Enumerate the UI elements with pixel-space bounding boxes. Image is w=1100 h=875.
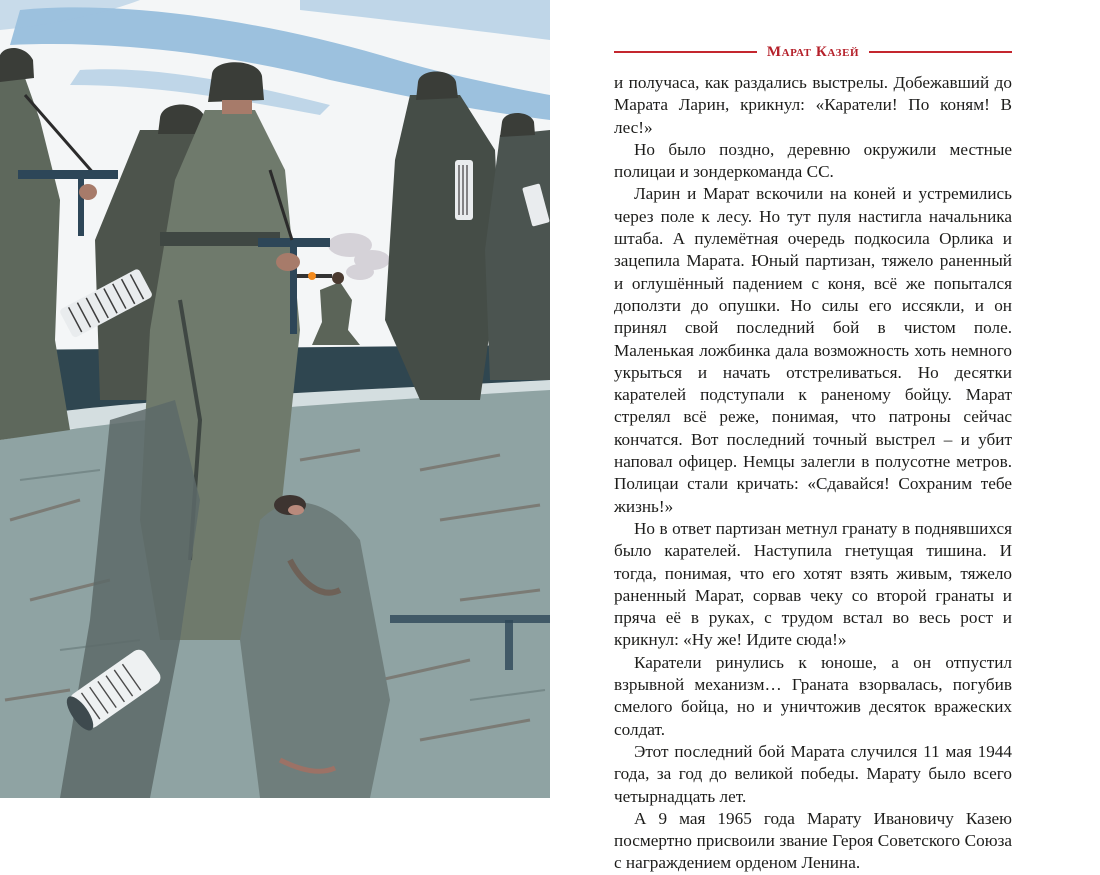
watercolor-painting: [0, 0, 550, 798]
paragraph: Но в ответ партизан метнул гранату в поднявшихся было карателей. Наступила гнетущая тишина. И тогда, понимая, что его хотят взять живым, тяжело раненный Марат, сорвав чеку со второй гранаты и пряча её в руках, с трудом встал во весь рост и крикнул: «Ну же! Идите сюда!»: [614, 518, 1012, 650]
header-rule-right: [869, 51, 1012, 52]
paragraph: Этот последний бой Марата случился 11 мая 1944 года, за год до великой победы. Марату было всего четырнадцать лет.: [614, 741, 1012, 806]
paragraph: Каратели ринулись к юноше, а он отпустил взрывной механизм… Граната взорвалась, погубив смелого бойца, но и уничтожив десяток вражеских солдат.: [614, 652, 1012, 739]
text-page: [614, 38, 1012, 875]
paragraph: и получаса, как раздались выстрелы. Добежавший до Марата Ларин, крикнул: «Каратели! По коням! В лес!»: [614, 73, 1012, 137]
body-text: [614, 72, 1012, 875]
paragraph: А 9 мая 1965 года Марату Ивановичу Казею посмертно присвоили звание Героя Советского Союза с награждением орденом Ленина.: [614, 808, 1012, 873]
paragraph: Ларин и Марат вскочили на коней и устремились через поле к лесу. Но тут пуля настигла начальника штаба. А пулемётная очередь подкосила Орлика и зацепила Марата. Юный партизан, тяжело раненный и оглушённый падением с коня, всё же попытался доползти до опушки. Но силы его иссякли, и он принял свой последний бой в чистом поле. Маленькая ложбинка дала возможность хоть немного укрыться и начать отстреливаться. Но десятки карателей подступали к раненому бойцу. Марат стрелял всё реже, понимая, что патроны сейчас кончатся. Вот последний точный выстрел – и убит наповал офицер. Немцы залегли в полусотне метров. Полицаи стали кричать: «Сдавайся! Сохраним тебе жизнь!»: [614, 184, 1012, 516]
chapter-title: Марат Казей: [766, 43, 860, 60]
header-rule-left: [614, 51, 757, 52]
battle-illustration: [0, 0, 550, 798]
paragraph: Но было поздно, деревню окружили местные полицаи и зондеркоманда СС.: [614, 139, 1012, 182]
running-head: [614, 38, 1012, 66]
